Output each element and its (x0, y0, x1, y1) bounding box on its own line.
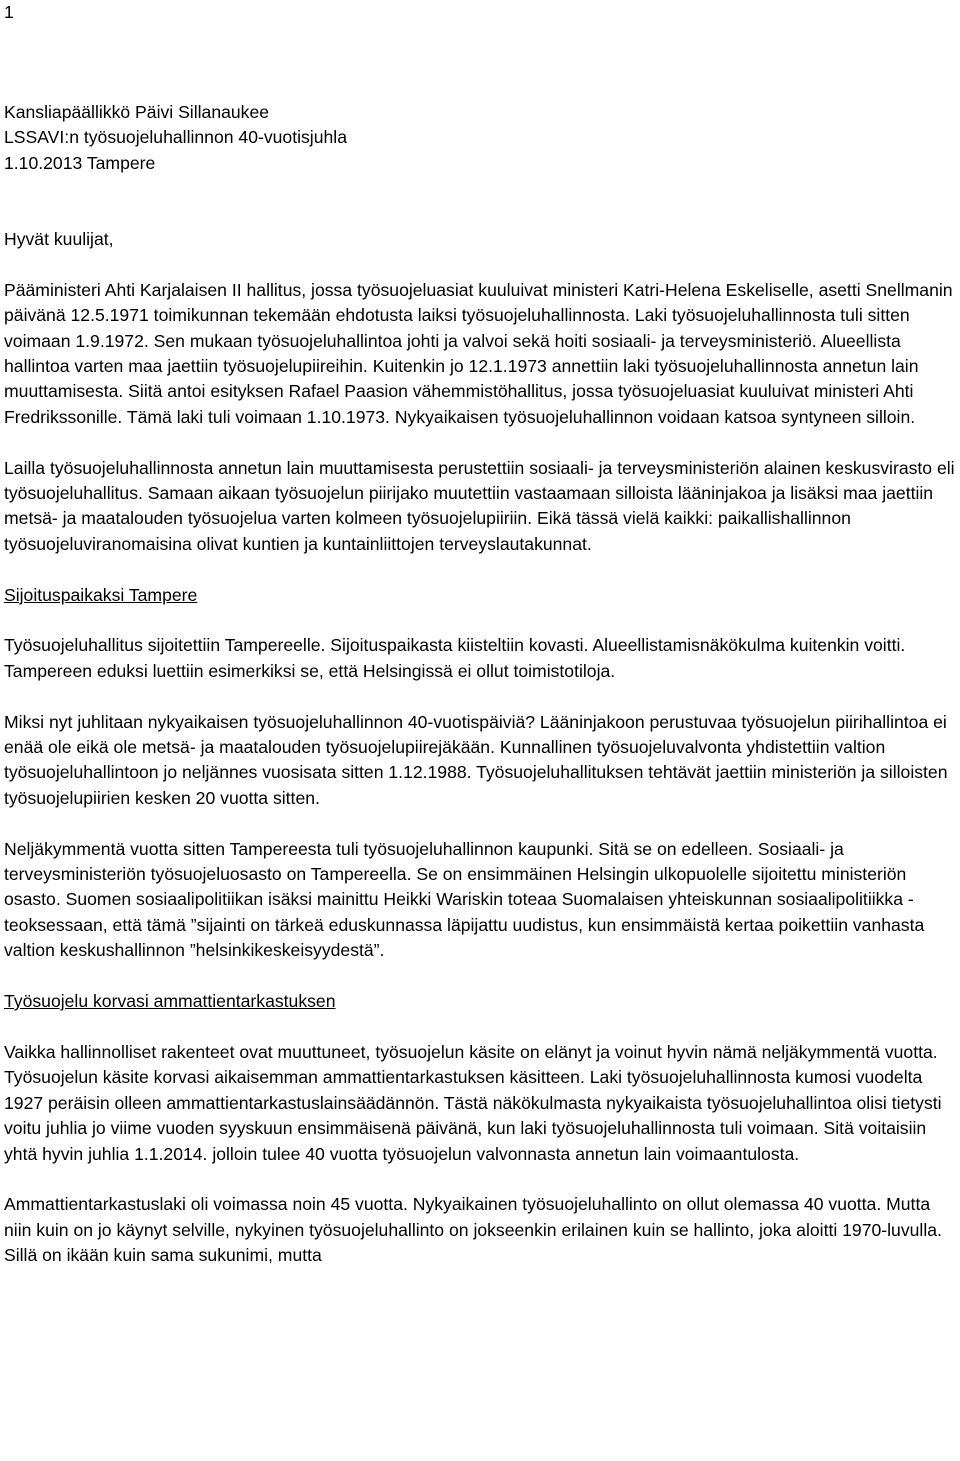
paragraph: Miksi nyt juhlitaan nykyaikaisen työsuojeluhallinnon 40-vuotispäiviä? Lääninjakoon perustuvaa työsuojelun piirihallintoa ei enää ole eikä ole metsä- ja maatalouden työsuojelupiirejäkään. Kunnallinen työsuojeluvalvonta yhdistettiin valtion työsuojeluhallintoon jo neljännes vuosisata sitten 1.12.1988. Työsuojeluhallituksen tehtävät jaettiin ministeriön ja silloisten työsuojelupiirien kesken 20 vuotta sitten. (4, 711, 948, 808)
paragraph: Vaikka hallinnolliset rakenteet ovat muuttuneet, työsuojelun käsite on elänyt ja voinut hyvin nämä neljäkymmentä vuotta. Työsuojelun käsite korvasi aikaisemman ammattientarkastuksen käsitteen. Laki työsuojeluhallinnosta kumosi vuodelta 1927 peräisin olleen ammattientarkastuslainsäädännön. Tästä näkökulmasta nykyaikaista työsuojeluhallintoa olisi tietysti voitu juhlia jo viime vuoden syyskuun ensimmäisenä päivänä, kun laki työsuojeluhallinnosta tuli voimaan. Sitä voitaisiin yhtä hyvin juhlia 1.1.2014. jolloin tulee 40 vuotta työsuojelun valvonnasta annetun lain voimaantulosta. (4, 1041, 942, 1164)
header-author: Kansliapäällikkö Päivi Sillanaukee (4, 102, 270, 122)
paragraph: Ammattientarkastuslaki oli voimassa noin 45 vuotta. Nykyaikainen työsuojeluhallinto on ollut olemassa 40 vuotta. Mutta niin kuin on jo käynyt selville, nykyinen työsuojeluhallinto on jokseenkin erilainen kuin se hallinto, joka aloitti 1970-luvulla. Sillä on ikään kuin sama sukunimi, mutta (4, 1194, 942, 1266)
header-event: LSSAVI:n työsuojeluhallinnon 40-vuotisjuhla (4, 127, 347, 148)
paragraph: Työsuojeluhallitus sijoitettiin Tampereelle. Sijoituspaikasta kiisteltiin kovasti. Alueellistamisnäkökulma kuitenkin voitti. Tampereen eduksi luettiin esimerkiksi se, että Helsingissä ei ollut toimistotiloja. (4, 635, 906, 681)
section-heading: Työsuojelu korvasi ammattientarkastuksen (4, 991, 336, 1012)
greeting: Hyvät kuulijat, (4, 229, 114, 249)
speech-body (4, 227, 956, 1294)
section-heading: Sijoituspaikaksi Tampere (4, 584, 198, 605)
document-header (4, 100, 347, 176)
paragraph: Neljäkymmentä vuotta sitten Tampereesta tuli työsuojeluhallinnon kaupunki. Sitä se on edelleen. Sosiaali- ja terveysministeriön työsuojeluosasto on Tampereella. Se on ensimmäinen Helsingin ulkopuolelle sijoitettu ministeriön osasto. Suomen sosiaalipolitiikan isäksi mainittu Heikki Wariskin toteaa Suomalaisen yhteiskunnan sosiaalipolitiikka -teoksessaan, että tämä ”sijainti on tärkeä eduskunnassa läpijattu uudistus, kun ensimmäistä kertaa poikettiin vanhasta valtion keskushallinnon ”helsinkikeskeisyydestä”. (4, 838, 925, 961)
paragraph: Pääministeri Ahti Karjalaisen II hallitus, jossa työsuojeluasiat kuuluivat ministeri Katri-Helena Eskeliselle, asetti Snellmanin päivänä 12.5.1971 toimikunnan tekemään ehdotusta laiksi työsuojeluhallinnosta. Laki työsuojeluhallinnosta tuli sitten voimaan 1.9.1972. Sen mukaan työsuojeluhallintoa johti ja valvoi sekä hoiti sosiaali- ja terveysministeriö. Alueellista hallintoa varten maa jaettiin työsuojelupiireihin. Kuitenkin jo 12.1.1973 annettiin laki työsuojeluhallinnosta annetun lain muuttamisesta. Siitä antoi esityksen Rafael Paasion vähemmistöhallitus, jossa työsuojeluasiat kuuluivat ministeri Ahti Fredrikssonille. Tämä laki tuli voimaan 1.10.1973. Nykyaikaisen työsuojeluhallinnon voidaan katsoa syntyneen silloin. (4, 279, 953, 427)
page-number: 1 (4, 2, 14, 22)
header-date-place: 1.10.2013 Tampere (4, 152, 156, 173)
paragraph: Lailla työsuojeluhallinnosta annetun lain muuttamisesta perustettiin sosiaali- ja terveysministeriön alainen keskusvirasto eli työsuojeluhallitus. Samaan aikaan työsuojelun piirijako muutettiin vastaamaan silloista lääninjakoa ja lisäksi maa jaettiin metsä- ja maatalouden työsuojelua varten kolmeen työsuojelupiiriin. Eikä tässä vielä kaikki: paikallishallinnon työsuojeluviranomaisina olivat kuntien ja kuntainliittojen terveyslautakunnat. (4, 457, 955, 554)
